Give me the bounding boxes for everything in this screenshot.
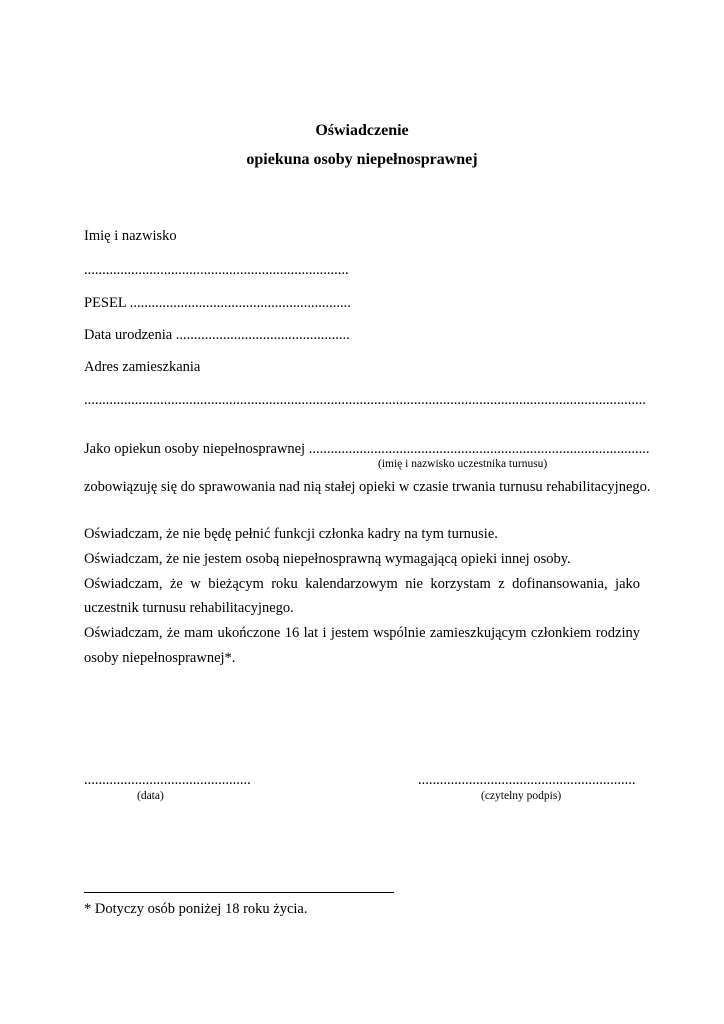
statement-3-line1: Oświadczam, że w bieżącym roku kalendarzowym nie korzystam z dofinansowania, jako — [84, 576, 640, 592]
statement-1: Oświadczam, że nie będę pełnić funkcji członka kadry na tym turnusie. — [84, 526, 498, 542]
name-field[interactable]: ......................................................................... — [84, 262, 349, 278]
name-label: Imię i nazwisko — [84, 228, 177, 244]
signature-field[interactable]: ............................................................ — [418, 772, 636, 788]
address-field[interactable]: ........................................................................................................................................................... — [84, 392, 646, 408]
address-label: Adres zamieszkania — [84, 359, 201, 375]
footnote-divider — [84, 892, 394, 893]
signature-label: (czytelny podpis) — [481, 790, 562, 802]
obligation-text: zobowiązuję się do sprawowania nad nią stałej opieki w czasie trwania turnusu rehabilitacyjnego. — [84, 479, 651, 495]
document-title: Oświadczenie — [315, 122, 409, 139]
statement-4-line1: Oświadczam, że mam ukończone 16 lat i jestem wspólnie zamieszkującym członkiem rodziny — [84, 625, 640, 641]
date-field[interactable]: .............................................. — [84, 772, 251, 788]
document-subtitle: opiekuna osoby niepełnosprawnej — [246, 151, 478, 168]
footnote: * Dotyczy osób poniżej 18 roku życia. — [84, 901, 308, 917]
statement-4-line2: osoby niepełnosprawnej*. — [84, 650, 236, 666]
guardian-line[interactable]: Jako opiekun osoby niepełnosprawnej .............................................................................................. — [84, 441, 650, 457]
statement-2: Oświadczam, że nie jestem osobą niepełnosprawną wymagającą opieki innej osoby. — [84, 551, 571, 567]
guardian-hint: (imię i nazwisko uczestnika turnusu) — [378, 458, 548, 470]
birth-date-field[interactable]: Data urodzenia ................................................ — [84, 327, 350, 343]
statement-3-line2: uczestnik turnusu rehabilitacyjnego. — [84, 600, 294, 616]
pesel-field[interactable]: PESEL ............................................................. — [84, 295, 351, 311]
date-label: (data) — [137, 790, 164, 802]
